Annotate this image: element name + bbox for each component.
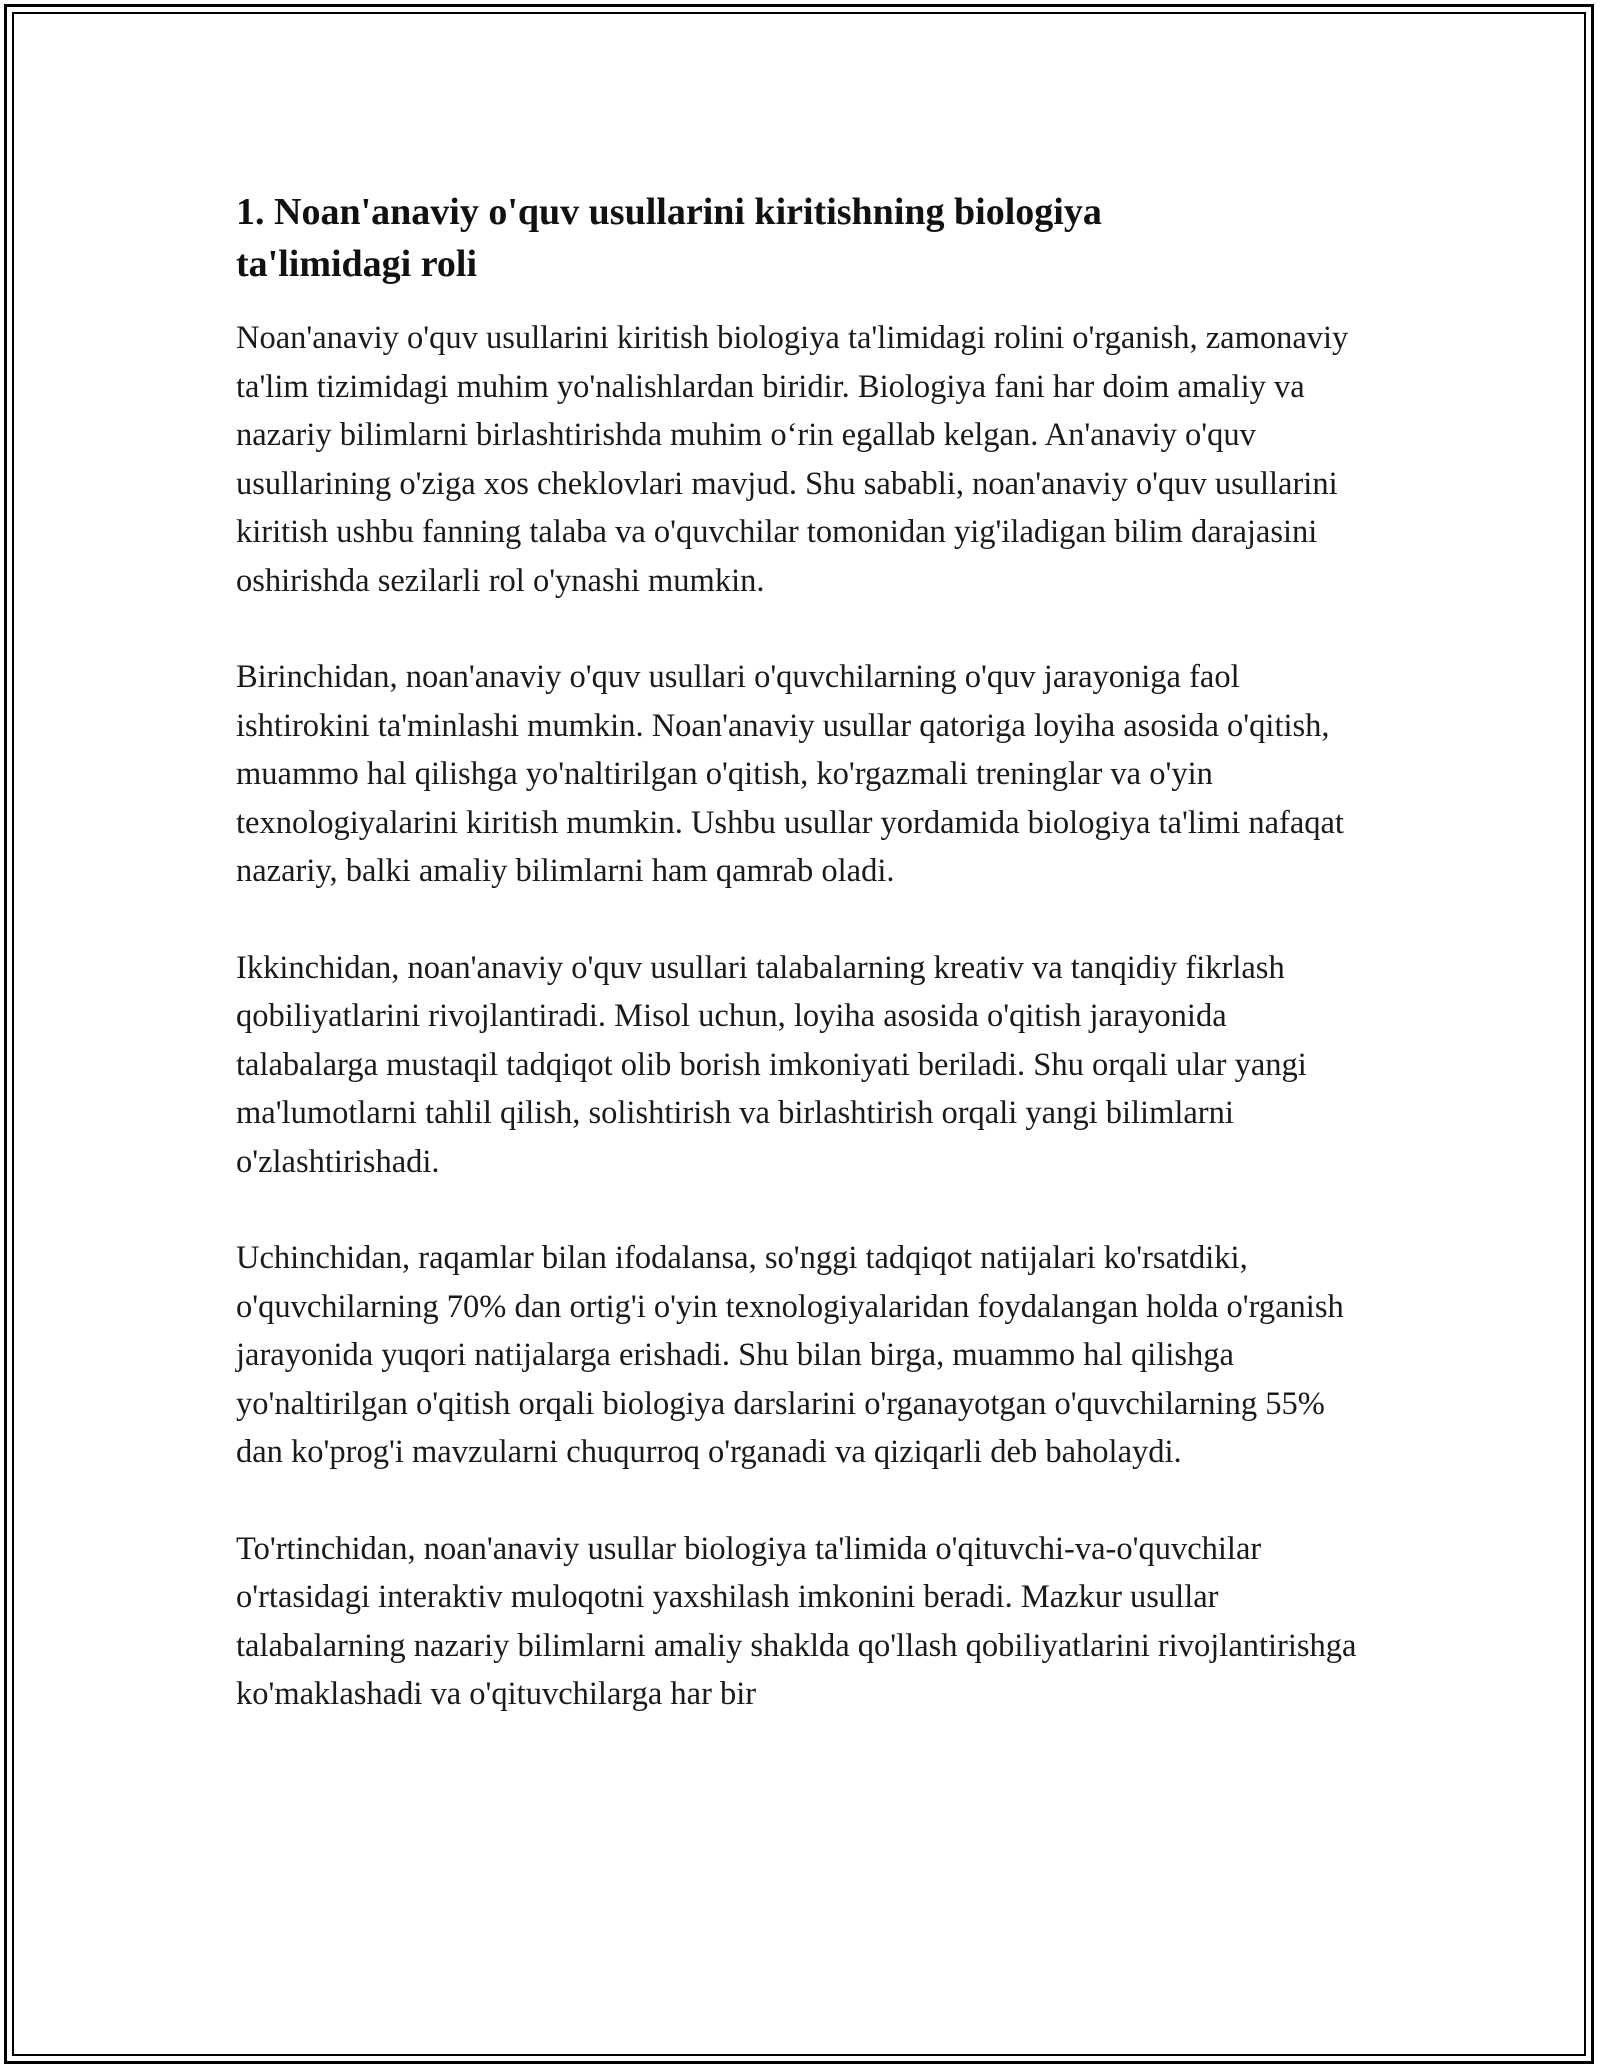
document-body bbox=[236, 186, 1376, 1767]
paragraph-fourth: To'rtinchidan, noan'anaviy usullar biologiya ta'limida o'qituvchi-va-o'quvchilar o'rtasidagi interaktiv muloqotni yaxshilash imkonini beradi. Mazkur usullar talabalarning nazariy bilimlarni amaliy shaklda qo'llash qobiliyatlarini rivojlantirishga ko'maklashadi va o'qituvchilarga har bir bbox=[236, 1530, 1357, 1712]
paragraph-intro: Noan'anaviy o'quv usullarini kiritish biologiya ta'limidagi rolini o'rganish, zamonaviy ta'lim tizimidagi muhim yo'nalishlardan biridir. Biologiya fani har doim amaliy va nazariy bilimlarni birlashtirishda muhim o‘rin egallab kelgan. An'anaviy o'quv usullarining o'ziga xos cheklovlari mavjud. Shu sababli, noan'anaviy o'quv usullarini kiritish ushbu fanning talaba va o'quvchilar tomonidan yig'iladigan bilim darajasini oshirishda sezilarli rol o'ynashi mumkin. bbox=[236, 320, 1349, 599]
paragraph-first: Birinchidan, noan'anaviy o'quv usullari o'quvchilarning o'quv jarayoniga faol ishtirokini ta'minlashi mumkin. Noan'anaviy usullar qatoriga loyiha asosida o'qitish, muammo hal qilishga yo'naltirilgan o'qitish, ko'rgazmali treninglar va o'yin texnologiyalarini kiritish mumkin. Ushbu usullar yordamida biologiya ta'limi nafaqat nazariy, balki amaliy bilimlarni ham qamrab oladi. bbox=[236, 659, 1344, 889]
section-heading: 1. Noan'anaviy o'quv usullarini kiritishning biologiya ta'limidagi roli bbox=[236, 191, 1102, 285]
paragraph-third: Uchinchidan, raqamlar bilan ifodalansa, so'nggi tadqiqot natijalari ko'rsatdiki, o'quvchilarning 70% dan ortig'i o'yin texnologiyalaridan foydalangan holda o'rganish jarayonida yuqori natijalarga erishadi. Shu bilan birga, muammo hal qilishga yo'naltirilgan o'qitish orqali biologiya darslarini o'rganayotgan o'quvchilarning 55% dan ko'prog'i mavzularni chuqurroq o'rganadi va qiziqarli deb baholaydi. bbox=[236, 1240, 1344, 1470]
paragraph-second: Ikkinchidan, noan'anaviy o'quv usullari talabalarning kreativ va tanqidiy fikrlash qobiliyatlarini rivojlantiradi. Misol uchun, loyiha asosida o'qitish jarayonida talabalarga mustaqil tadqiqot olib borish imkoniyati beriladi. Shu orqali ular yangi ma'lumotlarni tahlil qilish, solishtirish va birlashtirish orqali yangi bilimlarni o'zlashtirishadi. bbox=[236, 949, 1307, 1180]
